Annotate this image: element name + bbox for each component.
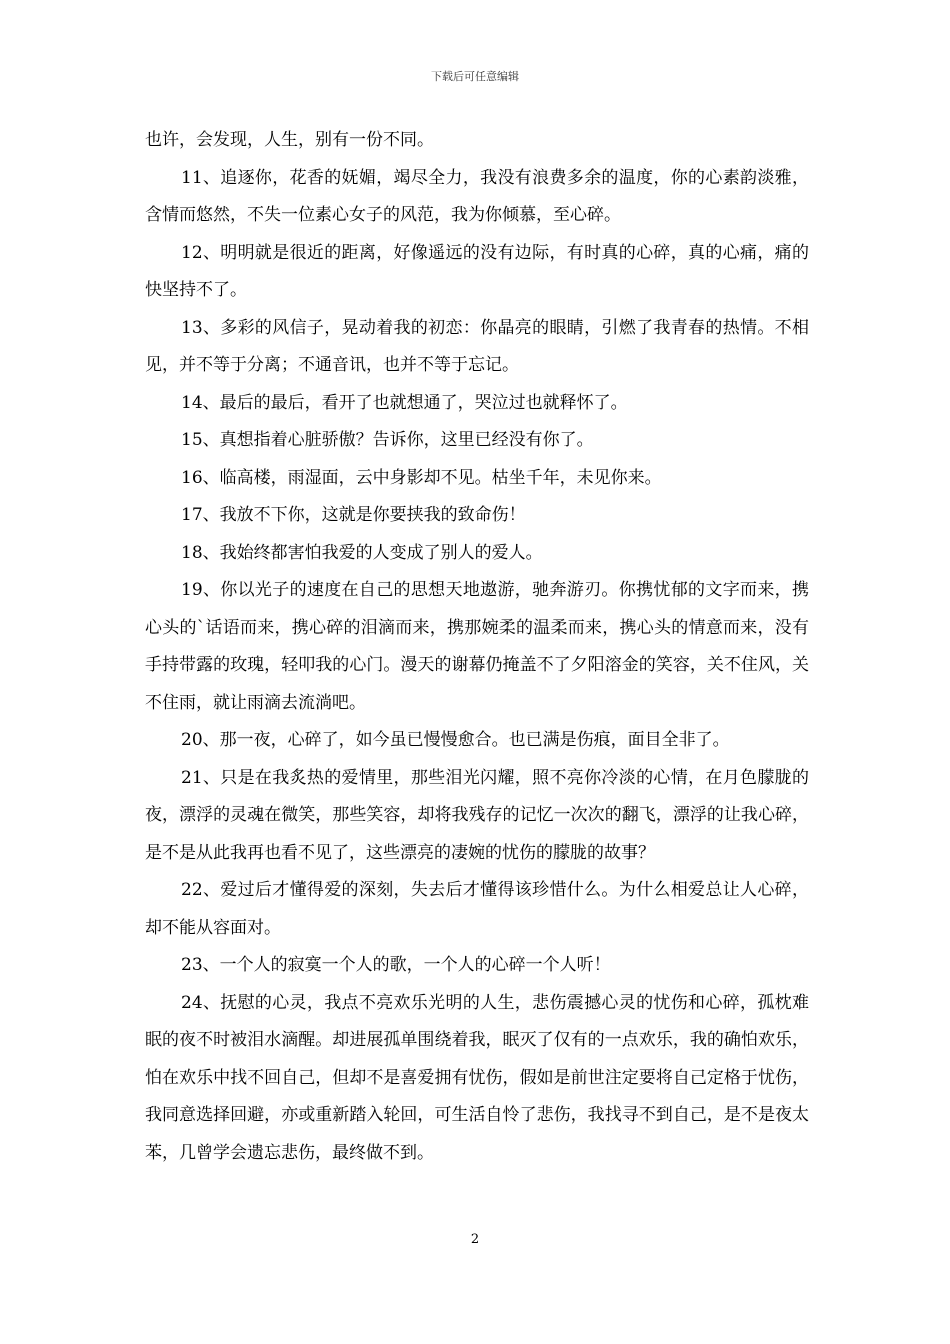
paragraph: 13、多彩的风信子，晃动着我的初恋：你晶亮的眼睛，引燃了我青春的热情。不相见，并不等于分离；不通音讯，也并不等于忘记。: [145, 317, 809, 375]
page-header: 下载后可任意编辑: [431, 70, 519, 83]
paragraph: 15、真想指着心脏骄傲？告诉你，这里已经没有你了。: [181, 430, 594, 450]
paragraph: 11、追逐你，花香的妩媚，竭尽全力，我没有浪费多余的温度，你的心素韵淡雅，含情而悠然，不失一位素心女子的风范，我为你倾慕，至心碎。: [145, 167, 809, 225]
paragraph: 22、爱过后才懂得爱的深刻，失去后才懂得该珍惜什么。为什么相爱总让人心碎，却不能从容面对。: [145, 880, 809, 938]
document-body: [145, 122, 809, 1172]
paragraph: 24、抚慰的心灵，我点不亮欢乐光明的人生，悲伤震撼心灵的忧伤和心碎，孤枕难眠的夜不时被泪水滴醒。却进展孤单围绕着我，眠灭了仅有的一点欢乐，我的确怕欢乐，怕在欢乐中找不回自己，但却不是喜爱拥有忧伤，假如是前世注定要将自己定格于忧伤，我同意选择回避，亦或重新踏入轮回，可生活自怜了悲伤，我找寻不到自己，是不是夜太苯，几曾学会遗忘悲伤，最终做不到。: [145, 992, 809, 1163]
paragraph: 23、一个人的寂寞一个人的歌，一个人的心碎一个人听！: [181, 955, 611, 975]
paragraph: 14、最后的最后，看开了也就想通了，哭泣过也就释怀了。: [181, 392, 628, 413]
paragraph: 18、我始终都害怕我爱的人变成了别人的爱人。: [181, 542, 543, 563]
paragraph: 17、我放不下你，这就是你要挟我的致命伤！: [181, 505, 526, 525]
page-number: 2: [470, 1232, 480, 1247]
paragraph: 也许，会发现，人生，别有一份不同。: [145, 130, 434, 150]
paragraph: 19、你以光子的速度在自己的思想天地遨游，驰奔游刃。你携忧郁的文字而来，携心头的`话语而来，携心碎的泪滴而来，携那婉柔的温柔而来，携心头的情意而来，没有手持带露的玫瑰，轻叩我的心门。漫天的谢幕仍掩盖不了夕阳溶金的笑容，关不住风，关不住雨，就让雨滴去流淌吧。: [145, 580, 809, 713]
paragraph: 16、临高楼，雨湿面，云中身影却不见。枯坐千年，未见你来。: [181, 467, 662, 488]
paragraph: 20、那一夜，心碎了，如今虽已慢慢愈合。也已满是伤痕，面目全非了。: [181, 730, 730, 750]
paragraph: 21、只是在我炙热的爱情里，那些泪光闪耀，照不亮你冷淡的心情，在月色朦胧的夜，漂浮的灵魂在微笑，那些笑容，却将我残存的记忆一次次的翻飞，漂浮的让我心碎，是不是从此我再也看不见了，这些漂亮的凄婉的忧伤的朦胧的故事？: [145, 767, 809, 863]
paragraph: 12、明明就是很近的距离，好像遥远的没有边际，有时真的心碎，真的心痛，痛的快坚持不了。: [145, 242, 809, 300]
